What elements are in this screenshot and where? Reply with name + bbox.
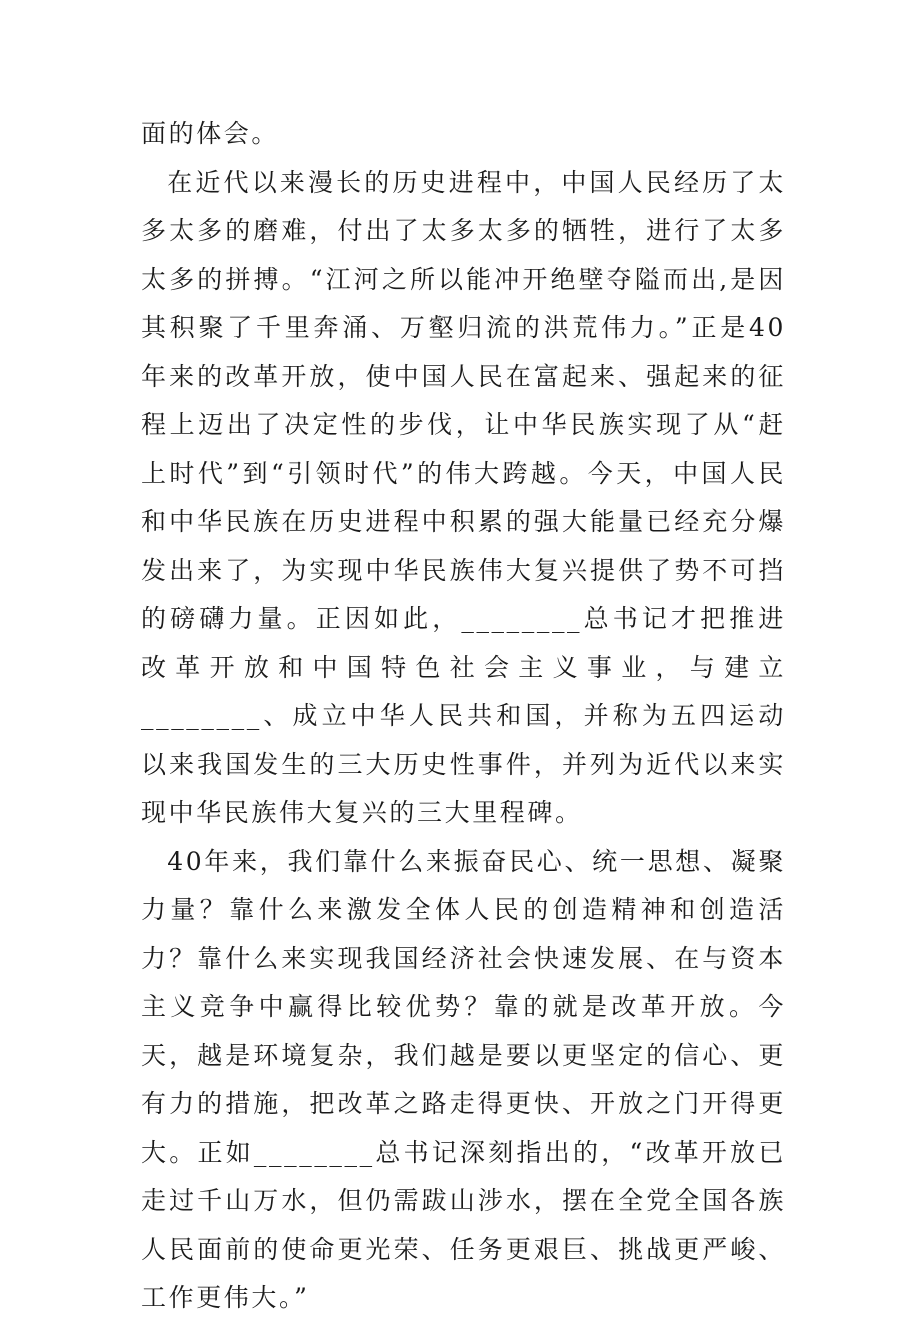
paragraph-continuation: 面的体会。 [141, 119, 280, 148]
paragraph-history: 在近代以来漫长的历史进程中，中国人民经历了太多太多的磨难，付出了太多太多的牺牲，进行了太多太多的拼搏。“江河之所以能冲开绝壁夺隘而出,是因其积聚了千里奔涌、万壑归流的洪荒伟力。”正是40年来的改革开放，使中国人民在富起来、强起来的征程上迈出了决定性的步伐，让中华民族实现了从“赶上时代”到“引领时代”的伟大跨越。今天，中国人民和中华民族在历史进程中积累的强大能量已经充分爆发出来了，为实现中华民族伟大复兴提供了势不可挡的磅礴力量。正因如此，________总书记才把推进改革开放和中国特色社会主义事业，与建立________、成立中华人民共和国，并称为五四运动以来我国发生的三大历史性事件，并列为近代以来实现中华民族伟大复兴的三大里程碑。 [141, 167, 786, 827]
paragraph-reform: 40年来，我们靠什么来振奋民心、统一思想、凝聚力量？靠什么来激发全体人民的创造精神和创造活力？靠什么来实现我国经济社会快速发展、在与资本主义竞争中赢得比较优势？靠的就是改革开放。今天，越是环境复杂，我们越是要以更坚定的信心、更有力的措施，把改革之路走得更快、开放之门开得更大。正如________总书记深刻指出的，“改革开放已走过千山万水，但仍需跋山涉水，摆在全党全国各族人民面前的使命更光荣、任务更艰巨、挑战更严峻、工作更伟大。” [141, 846, 786, 1312]
document-body [141, 110, 786, 1323]
